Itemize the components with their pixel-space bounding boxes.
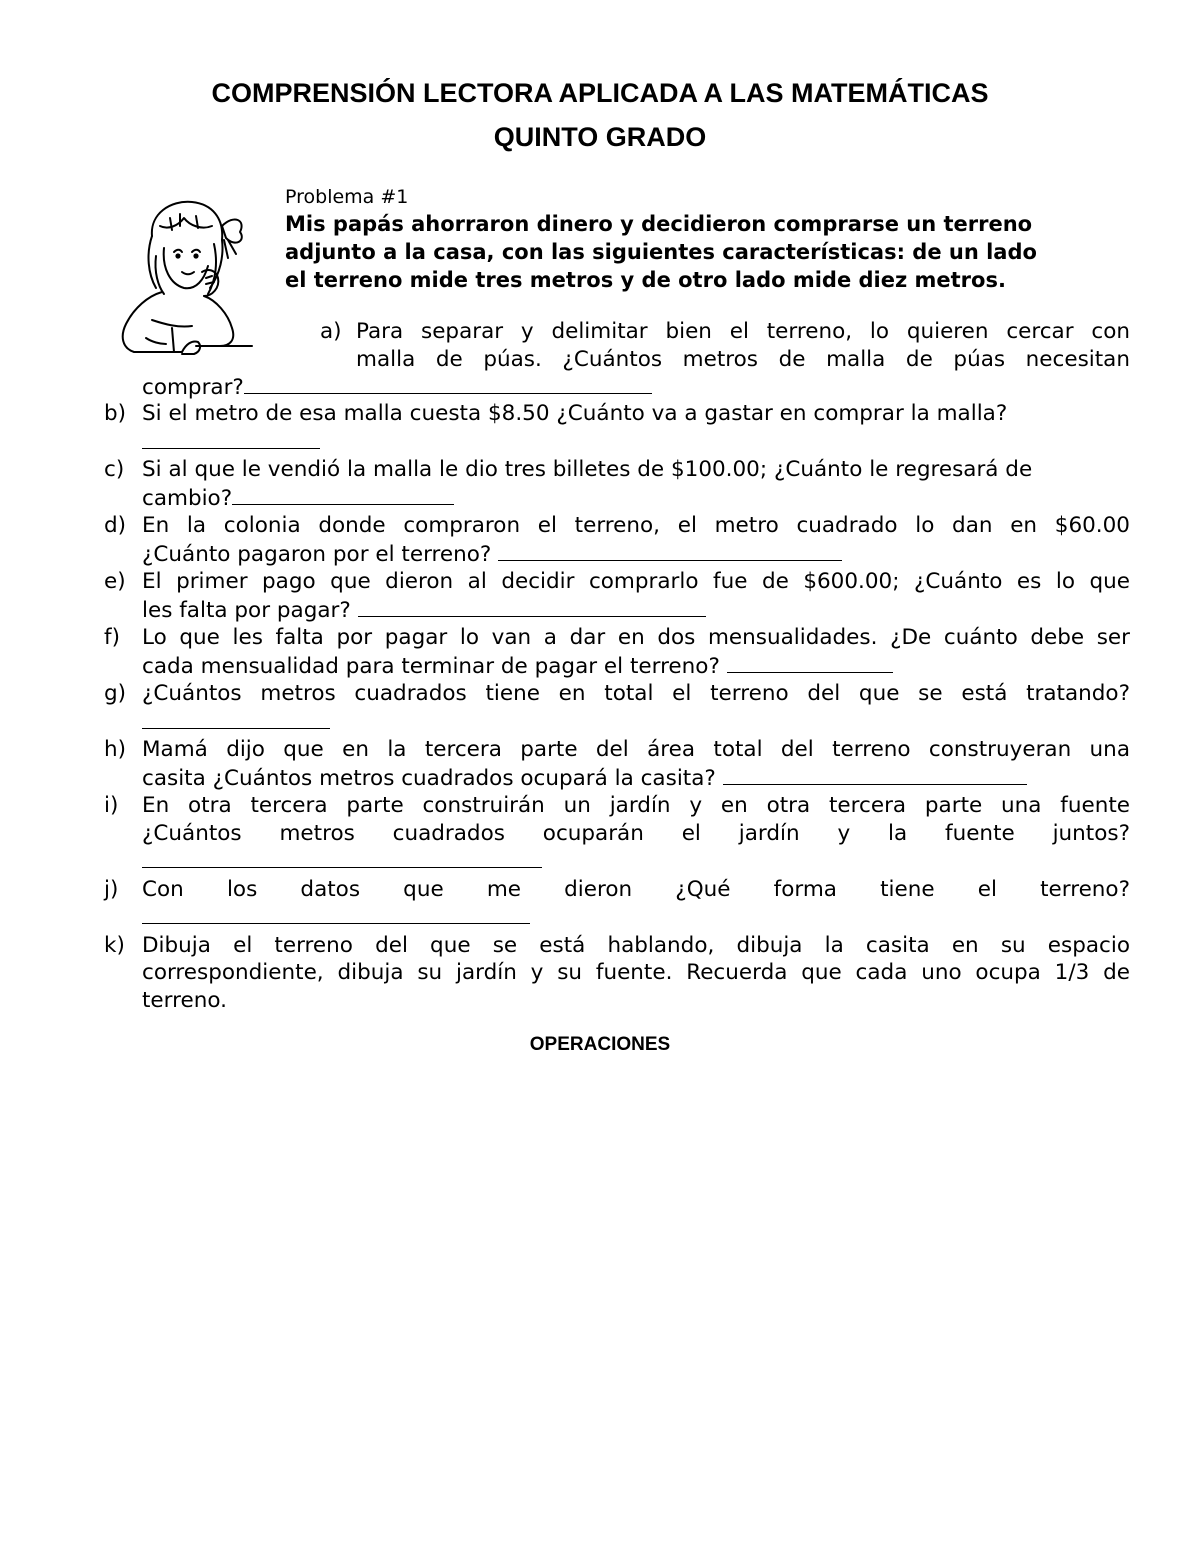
question-label: a)	[320, 319, 342, 344]
question-text-line: Mamá dijo que en la tercera parte del área total del terreno construyeran una	[142, 737, 1130, 762]
answer-blank[interactable]	[232, 484, 454, 505]
question-text-line: casita ¿Cuántos metros cuadrados ocupará la casita?	[142, 765, 716, 791]
intro-line: Mis papás ahorraron dinero y decidieron comprarse un terreno	[285, 212, 1033, 236]
question-a-continuation	[142, 373, 652, 402]
answer-line	[142, 484, 1130, 513]
question-label: j)	[104, 876, 119, 902]
problem-number-label: Problema #1	[285, 186, 409, 208]
question-text-line: comprar?	[142, 375, 244, 400]
question-label: k)	[104, 932, 125, 958]
answer-blank[interactable]	[244, 373, 652, 394]
question-text-line: Con los datos que me dieron ¿Qué forma tiene el terreno?	[142, 876, 1130, 902]
question-k	[104, 932, 1130, 1015]
intro-line: adjunto a la casa, con las siguientes características: de un lado	[285, 240, 1037, 264]
question-label: c)	[104, 457, 125, 482]
answer-line	[142, 764, 1130, 793]
question-g	[104, 680, 1130, 736]
answer-blank[interactable]	[727, 652, 893, 673]
grade-subtitle: QUINTO GRADO	[493, 122, 707, 152]
question-d	[104, 512, 1130, 568]
question-e	[104, 568, 1130, 624]
answer-line	[142, 708, 1130, 737]
question-j	[104, 876, 1130, 932]
intro-line: el terreno mide tres metros y de otro lado mide diez metros.	[285, 268, 1006, 292]
question-list	[104, 400, 1130, 1014]
answer-blank[interactable]	[142, 708, 330, 729]
question-label: h)	[104, 737, 127, 762]
question-text-line: Si el metro de esa malla cuesta $8.50 ¿Cuánto va a gastar en comprar la malla?	[142, 401, 1008, 426]
answer-blank[interactable]	[142, 847, 542, 868]
question-text-line: correspondiente, dibuja su jardín y su fuente. Recuerda que cada uno ocupa 1/3 de	[142, 960, 1130, 985]
answer-line	[142, 540, 1130, 569]
question-text-line: ¿Cuánto pagaron por el terreno?	[142, 541, 492, 567]
answer-blank[interactable]	[142, 903, 530, 924]
answer-line	[142, 847, 1130, 876]
answer-line	[142, 596, 1130, 625]
answer-line	[142, 652, 1130, 681]
question-label: g)	[104, 681, 127, 706]
question-text-line: ¿Cuántos metros cuadrados tiene en total el terreno del que se está tratando?	[142, 681, 1130, 706]
question-label: f)	[104, 625, 120, 650]
problem-statement	[285, 210, 1133, 294]
question-label: d)	[104, 513, 127, 538]
question-c	[104, 456, 1130, 512]
question-text-line: En la colonia donde compraron el terreno, el metro cuadrado lo dan en $60.00	[142, 513, 1130, 538]
answer-line	[142, 428, 1130, 457]
answer-blank[interactable]	[142, 428, 320, 449]
answer-blank[interactable]	[723, 764, 1027, 785]
worksheet-title: COMPRENSIÓN LECTORA APLICADA A LAS MATEMÁTICAS	[211, 78, 989, 108]
question-text-line: Si al que le vendió la malla le dio tres billetes de $100.00; ¿Cuánto le regresará de	[142, 457, 1033, 482]
question-text-line: malla de púas. ¿Cuántos metros de malla de púas necesitan	[356, 347, 1130, 372]
question-text-line: ¿Cuántos metros cuadrados ocuparán el jardín y la fuente juntos?	[142, 820, 1130, 846]
answer-blank[interactable]	[498, 540, 842, 561]
question-text-line: Para separar y delimitar bien el terreno, lo quieren cercar con	[356, 319, 1130, 344]
question-text-line: cada mensualidad para terminar de pagar el terreno?	[142, 653, 720, 679]
operations-heading: OPERACIONES	[529, 1034, 671, 1055]
question-i	[104, 792, 1130, 876]
question-text-line: cambio?	[142, 485, 233, 511]
question-a	[320, 318, 1130, 374]
question-label: b)	[104, 401, 127, 426]
question-text-line: El primer pago que dieron al decidir comprarlo fue de $600.00; ¿Cuánto es lo que	[142, 569, 1130, 594]
question-h	[104, 736, 1130, 792]
answer-line	[142, 903, 1130, 932]
answer-blank[interactable]	[358, 596, 706, 617]
thinking-girl-illustration	[112, 196, 254, 362]
question-f	[104, 624, 1130, 680]
question-b	[104, 400, 1130, 456]
question-text-line: Lo que les falta por pagar lo van a dar en dos mensualidades. ¿De cuánto debe ser	[142, 625, 1130, 650]
question-text-line: les falta por pagar?	[142, 597, 351, 623]
question-text-line: Dibuja el terreno del que se está hablando, dibuja la casita en su espacio	[142, 932, 1130, 958]
question-text-line: terreno.	[142, 987, 227, 1013]
question-label: i)	[104, 793, 119, 818]
question-text-line: En otra tercera parte construirán un jardín y en otra tercera parte una fuente	[142, 793, 1130, 818]
question-label: e)	[104, 569, 126, 594]
